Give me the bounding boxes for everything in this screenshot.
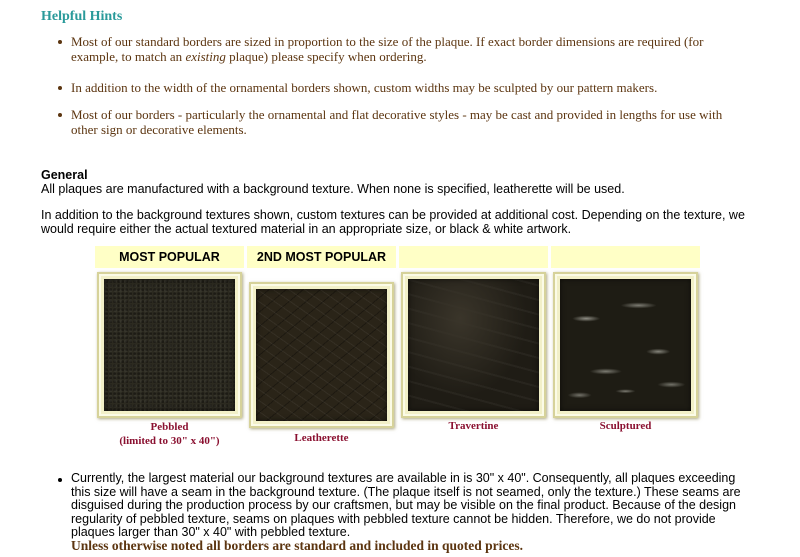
hint-item <box>55 34 745 64</box>
borders-note: Unless otherwise noted all borders are standard and included in quoted prices. <box>71 538 524 553</box>
leatherette-texture-image <box>256 289 387 421</box>
leatherette-caption: Leatherette <box>294 432 349 444</box>
hint-text-a: Most of our standard borders are sized in proportion to the size of the plaque. If exact border dimensions are required (for example, to match an <box>71 34 704 64</box>
texture-notes-list <box>55 472 755 540</box>
column-header-2nd-most-popular: 2ND MOST POPULAR <box>247 246 396 268</box>
hint-emphasis: existing <box>185 49 226 64</box>
sculptured-swatch[interactable] <box>553 272 698 418</box>
hint-item: Most of our borders - particularly the ornamental and flat decorative styles - may be cast and provided in lengths for use with other sign or decorative elements. <box>55 107 745 137</box>
helpful-hints-list <box>55 34 745 153</box>
general-heading: General <box>41 168 88 182</box>
pebbled-swatch[interactable] <box>97 272 242 418</box>
pebbled-name: Pebbled <box>150 421 189 433</box>
sculptured-caption: Sculptured <box>599 420 652 432</box>
texture-note-item: Currently, the largest material our background textures are available in is 30" x 40". Consequently, all plaques exceeding this size will have a seam in the background texture. (The plaque itself is not seamed, only the texture.) These seams are disguised during the production process by our craftsmen, but may be visible on the final product. Because of the design regularity of pebbled texture, seams on plaques with pebbled texture cannot be hidden. Therefore, we do not provide plaques larger than 30" x 40" with pebbled texture. <box>55 472 755 540</box>
helpful-hints-title: Helpful Hints <box>41 9 123 24</box>
column-header-most-popular: MOST POPULAR <box>95 246 244 268</box>
hint-item: In addition to the width of the ornamental borders shown, custom widths may be sculpted by our pattern makers. <box>55 80 745 95</box>
travertine-swatch[interactable] <box>401 272 546 418</box>
general-paragraph-1: All plaques are manufactured with a background texture. When none is specified, leatherette will be used. <box>41 182 625 196</box>
travertine-texture-image <box>408 279 539 411</box>
pebbled-note: (limited to 30" x 40") <box>119 435 220 447</box>
travertine-caption: Travertine <box>448 420 499 432</box>
pebbled-caption <box>97 420 242 448</box>
pebbled-texture-image <box>104 279 235 411</box>
hint-text-b: plaque) please specify when ordering. <box>225 49 427 64</box>
leatherette-swatch[interactable] <box>249 282 394 428</box>
texture-table <box>95 246 700 446</box>
column-header-empty <box>399 246 548 268</box>
general-paragraph-2: In addition to the background textures shown, custom textures can be provided at additional cost. Depending on the texture, we would require either the actual textured material in an appropriate size, or black & white artwork. <box>41 208 745 236</box>
column-header-empty <box>551 246 700 268</box>
sculptured-texture-image <box>560 279 691 411</box>
